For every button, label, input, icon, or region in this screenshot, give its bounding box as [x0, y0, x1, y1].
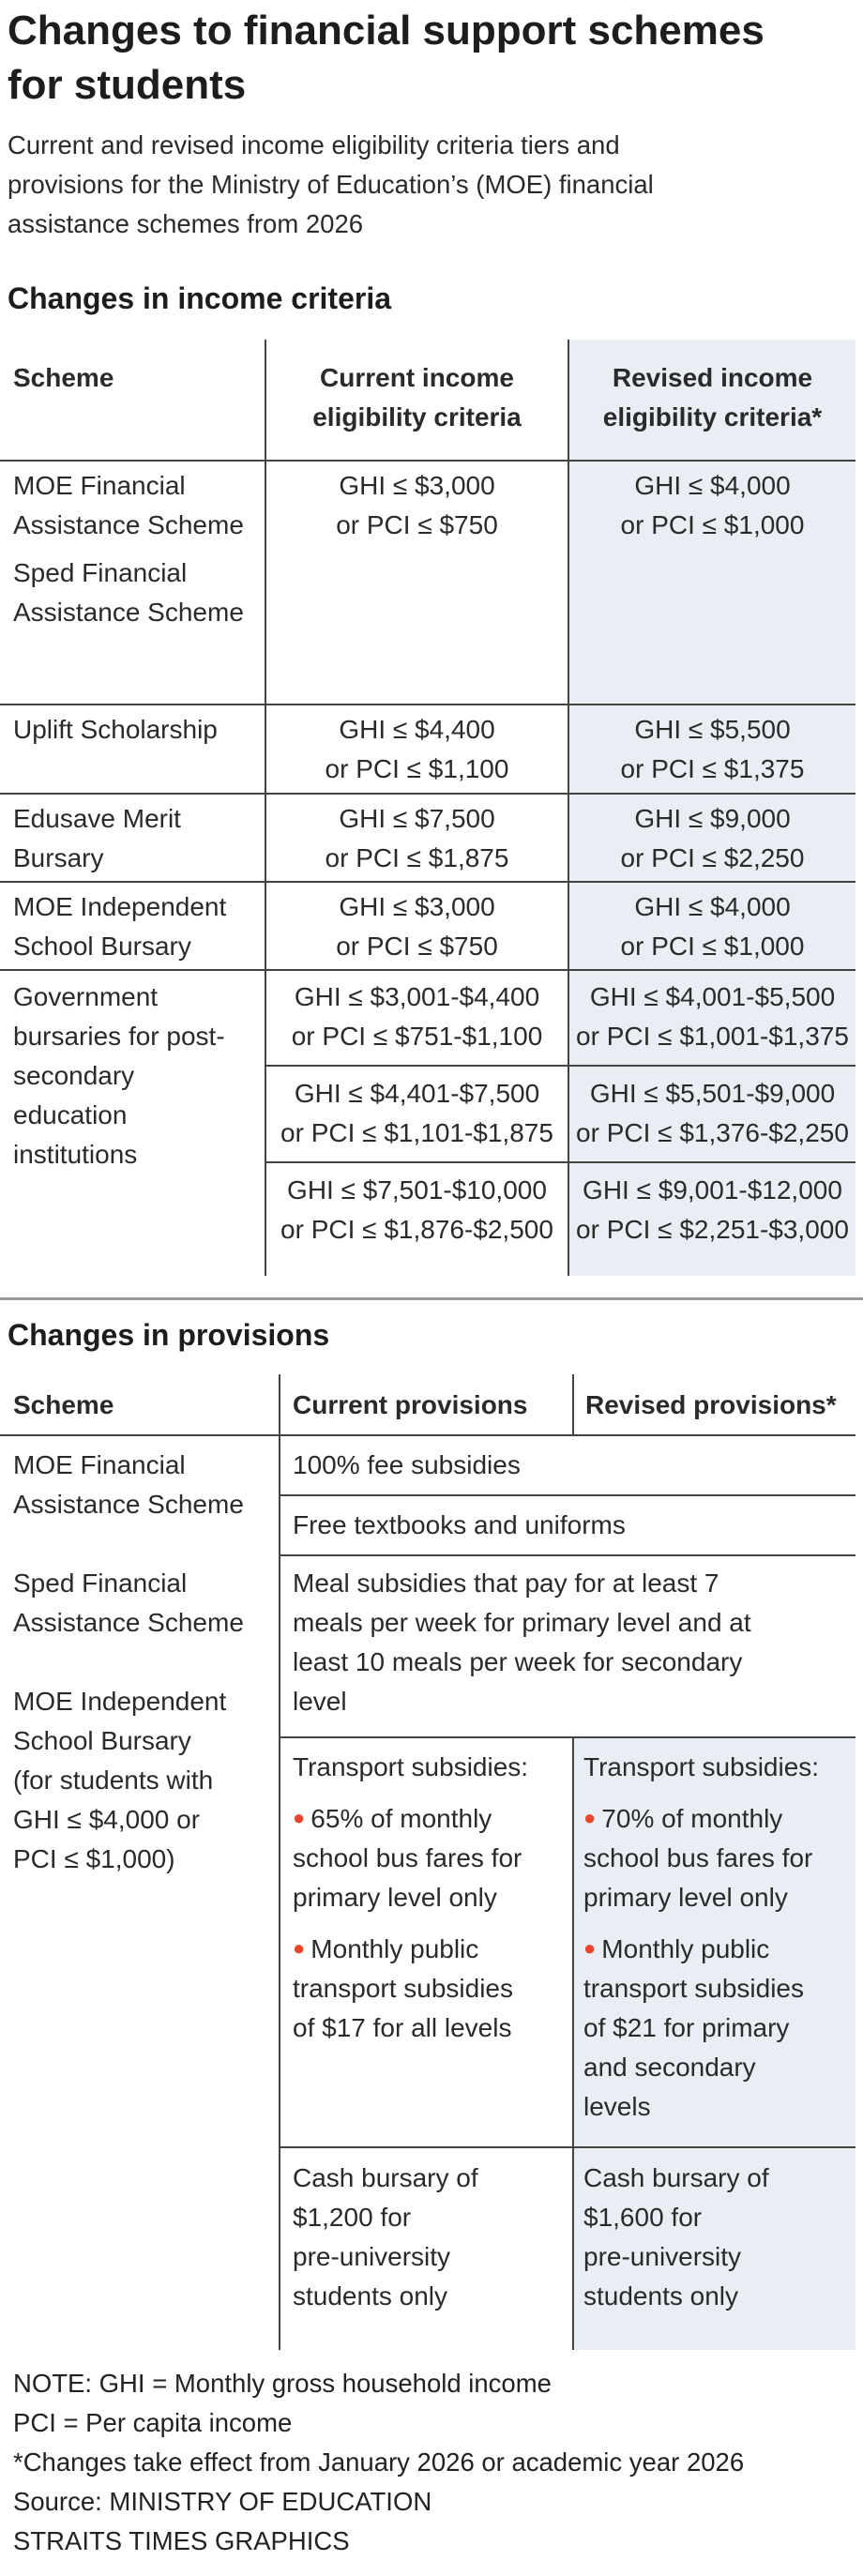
current-criteria-tier: [266, 1074, 568, 1153]
row-divider: [279, 1736, 855, 1738]
income-section-title: Changes in income criteria: [8, 281, 392, 315]
text-line: of $17 for all levels: [293, 2013, 512, 2042]
provisions-table: [0, 1374, 855, 2350]
subtitle-line: assistance schemes from 2026: [8, 209, 364, 238]
text-line: Assistance Scheme: [13, 510, 244, 539]
row-divider: [0, 793, 855, 795]
bullet-dot-icon: ●: [293, 1936, 306, 1960]
bullet-item: [293, 1929, 565, 2048]
text-line: School Bursary: [13, 1726, 191, 1755]
column-divider: [572, 1736, 574, 2350]
current-cash-bursary: [293, 2159, 478, 2316]
text-line: Sped Financial: [13, 558, 188, 587]
text-line: Assistance Scheme: [13, 1608, 244, 1637]
scheme-name: [13, 553, 244, 632]
bullet-item: [583, 1929, 855, 2127]
text-line: GHI ≤ $4,000 or: [13, 1805, 201, 1834]
column-divider: [572, 1374, 574, 1434]
shared-provision: [293, 1564, 751, 1721]
row-divider: [279, 2146, 855, 2148]
scheme-name: [13, 1564, 244, 1643]
current-criteria: [266, 466, 568, 545]
revised-criteria: [569, 466, 855, 545]
text-line: GHI ≤ $9,001-$12,000: [583, 1175, 842, 1205]
subtitle-line: Current and revised income eligibility criteria tiers and: [8, 130, 620, 159]
revised-criteria-tier: [569, 977, 855, 1056]
text-line: level: [293, 1687, 347, 1716]
header-line: eligibility criteria*: [602, 402, 823, 432]
bullet-item: [583, 1798, 855, 1917]
text-line: GHI ≤ $7,500: [339, 804, 495, 833]
bullet-dot-icon: ●: [583, 1806, 597, 1829]
text-line: Edusave Merit: [13, 804, 181, 833]
shared-provision: [293, 1506, 626, 1545]
text-line: students only: [583, 2281, 738, 2311]
scheme-name: [13, 466, 244, 545]
text-line: or PCI ≤ $1,100: [325, 754, 509, 783]
row-divider: [0, 460, 855, 462]
shared-provision: [293, 1446, 521, 1485]
text-line: education: [13, 1100, 128, 1129]
revised-cash-bursary: [583, 2159, 769, 2316]
revised-criteria: [569, 887, 855, 966]
row-divider: [0, 704, 855, 705]
current-criteria-tier: [266, 1171, 568, 1250]
text-line: Sped Financial: [13, 1568, 188, 1598]
text-line: or PCI ≤ $750: [336, 510, 498, 539]
text-line: Assistance Scheme: [13, 1490, 244, 1519]
revised-criteria: [569, 799, 855, 878]
text-line: GHI ≤ $9,000: [634, 804, 791, 833]
text-line: Free textbooks and uniforms: [293, 1510, 626, 1539]
text-line: MOE Financial: [13, 471, 186, 500]
text-line: secondary: [13, 1061, 135, 1090]
bullet-dot-icon: ●: [293, 1806, 306, 1829]
text-line: GHI ≤ $4,400: [339, 715, 495, 744]
revised-criteria-tier: [569, 1171, 855, 1250]
text-line: or PCI ≤ $1,000: [620, 510, 805, 539]
source-line: Source: MINISTRY OF EDUCATION: [13, 2487, 432, 2516]
scheme-name: [13, 977, 225, 1174]
bullet-item: [293, 1798, 565, 1917]
header-current-provisions: Current provisions: [293, 1390, 528, 1419]
header-revised-provisions: Revised provisions*: [585, 1390, 837, 1419]
current-transport-subsidies: [293, 1748, 565, 2048]
text-line: 65% of monthly: [310, 1804, 492, 1833]
text-line: or PCI ≤ $1,001-$1,375: [576, 1022, 849, 1051]
text-line: or PCI ≤ $1,000: [620, 932, 805, 961]
text-line: or PCI ≤ $1,375: [620, 754, 805, 783]
row-divider: [279, 1554, 855, 1556]
text-line: transport subsidies: [583, 1974, 805, 2003]
scheme-name: [13, 799, 181, 878]
scheme-name: [13, 1682, 226, 1879]
text-line: or PCI ≤ $1,876-$2,500: [280, 1215, 553, 1244]
note-line: *Changes take effect from January 2026 or academic year 2026: [13, 2447, 745, 2477]
subtitle: [8, 126, 833, 244]
text-line: GHI ≤ $7,501-$10,000: [287, 1175, 547, 1205]
credit-line: STRAITS TIMES GRAPHICS: [13, 2526, 350, 2555]
text-line: or PCI ≤ $1,376-$2,250: [576, 1118, 849, 1147]
text-line: Cash bursary of: [293, 2163, 478, 2192]
text-line: and secondary: [583, 2053, 756, 2082]
text-line: $1,200 for: [293, 2203, 412, 2232]
header-scheme: Scheme: [13, 1390, 114, 1419]
page-title: [8, 4, 852, 113]
text-line: GHI ≤ $5,501-$9,000: [589, 1079, 836, 1108]
header-line: eligibility criteria: [312, 402, 522, 432]
current-criteria: [266, 710, 568, 789]
text-line: Uplift Scholarship: [13, 715, 218, 744]
text-line: Assistance Scheme: [13, 598, 244, 627]
text-line: GHI ≤ $3,000: [339, 471, 495, 500]
column-divider: [279, 1374, 280, 2350]
row-divider: [279, 1494, 855, 1496]
subtitle-line: provisions for the Ministry of Education’s (MOE) financial: [8, 170, 654, 199]
text-line: GHI ≤ $4,401-$7,500: [294, 1079, 540, 1108]
text-line: pre-university: [293, 2242, 451, 2271]
text-line: Government: [13, 982, 159, 1011]
text-line: transport subsidies: [293, 1974, 514, 2003]
text-line: Transport subsidies:: [293, 1752, 529, 1781]
text-line: meals per week for primary level and at: [293, 1608, 751, 1637]
row-divider: [0, 969, 855, 971]
note-line: NOTE: GHI = Monthly gross household income: [13, 2369, 552, 2398]
scheme-name: [13, 887, 226, 966]
text-line: Monthly public: [310, 1934, 479, 1963]
text-line: PCI ≤ $1,000): [13, 1844, 175, 1873]
header-scheme: Scheme: [13, 363, 114, 392]
text-line: students only: [293, 2281, 447, 2311]
note-line: PCI = Per capita income: [13, 2408, 293, 2437]
section-divider: [0, 1297, 863, 1300]
text-line: MOE Independent: [13, 1687, 227, 1716]
text-line: school bus fares for: [293, 1843, 522, 1872]
title-line: Changes to financial support schemes: [8, 8, 765, 53]
text-line: GHI ≤ $4,001-$5,500: [589, 982, 836, 1011]
revised-criteria-tier: [569, 1074, 855, 1153]
text-line: Cash bursary of: [583, 2163, 769, 2192]
text-line: or PCI ≤ $2,250: [620, 843, 805, 872]
header-current: [266, 358, 568, 437]
text-line: least 10 meals per week for secondary: [293, 1647, 743, 1676]
revised-transport-subsidies: [583, 1748, 855, 2127]
text-line: Monthly public: [601, 1934, 770, 1963]
text-line: primary level only: [583, 1883, 788, 1912]
text-line: Bursary: [13, 843, 104, 872]
text-line: MOE Financial: [13, 1450, 186, 1479]
provisions-section-title: Changes in provisions: [8, 1318, 330, 1352]
income-criteria-table: [0, 340, 855, 1276]
header-line: Current income: [320, 363, 514, 392]
footnotes: [13, 2364, 857, 2561]
current-criteria-tier: [266, 977, 568, 1056]
text-line: or PCI ≤ $750: [336, 932, 498, 961]
revised-criteria: [569, 710, 855, 789]
text-line: institutions: [13, 1140, 138, 1169]
text-line: primary level only: [293, 1883, 497, 1912]
text-line: 100% fee subsidies: [293, 1450, 521, 1479]
text-line: $1,600 for: [583, 2203, 703, 2232]
text-line: or PCI ≤ $751-$1,100: [291, 1022, 543, 1051]
text-line: or PCI ≤ $1,875: [325, 843, 509, 872]
text-line: MOE Independent: [13, 892, 227, 921]
row-divider: [0, 1434, 855, 1436]
text-line: Transport subsidies:: [583, 1752, 820, 1781]
text-line: levels: [583, 2092, 651, 2121]
text-line: or PCI ≤ $2,251-$3,000: [576, 1215, 849, 1244]
row-divider: [0, 881, 855, 883]
header-line: Revised income: [612, 363, 813, 392]
text-line: of $21 for primary: [583, 2013, 790, 2042]
text-line: bursaries for post-: [13, 1022, 225, 1051]
text-line: GHI ≤ $4,000: [634, 471, 791, 500]
text-line: GHI ≤ $5,500: [634, 715, 791, 744]
header-revised: [569, 358, 855, 437]
text-line: school bus fares for: [583, 1843, 813, 1872]
scheme-name: [13, 1446, 244, 1524]
text-line: GHI ≤ $4,000: [634, 892, 791, 921]
text-line: School Bursary: [13, 932, 191, 961]
text-line: (for students with: [13, 1765, 214, 1795]
text-line: pre-university: [583, 2242, 742, 2271]
text-line: 70% of monthly: [601, 1804, 783, 1833]
row-divider: [265, 1065, 855, 1067]
current-criteria: [266, 799, 568, 878]
text-line: or PCI ≤ $1,101-$1,875: [280, 1118, 553, 1147]
scheme-name: [13, 710, 218, 750]
text-line: GHI ≤ $3,000: [339, 892, 495, 921]
bullet-dot-icon: ●: [583, 1936, 597, 1960]
title-line: for students: [8, 62, 247, 108]
row-divider: [265, 1161, 855, 1163]
text-line: Meal subsidies that pay for at least 7: [293, 1568, 719, 1598]
current-criteria: [266, 887, 568, 966]
text-line: GHI ≤ $3,001-$4,400: [294, 982, 540, 1011]
